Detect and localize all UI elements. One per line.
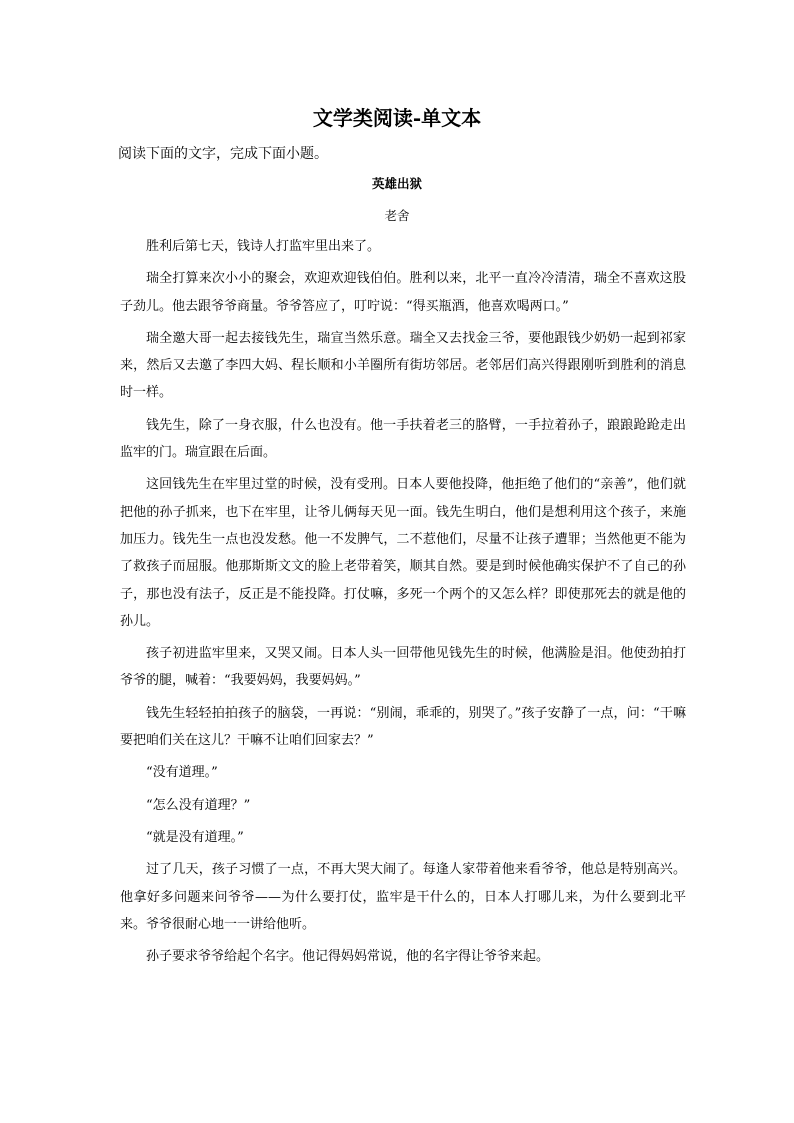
- paragraph: 这回钱先生在牢里过堂的时候，没有受刑。日本人要他投降，他拒绝了他们的“亲善”，他们就把他的孙子抓来，也下在牢里，让爷儿俩每天见一面。钱先生明白，他们是想利用这个孩子，来施加压力。钱先生一点也没发愁。他一不发脾气，二不惹他们，尽量不让孩子遭罪；当然他更不能为了救孩子而屈服。他那斯斯文文的脸上老带着笑，顺其自然。要是到时候他确实保护不了自己的孙子，那也没有法子，反正是不能投降。打仗嘛，多死一个两个的又怎么样？即使那死去的就是他的孙儿。: [120, 477, 686, 629]
- dialogue-line: “怎么没有道理？”: [146, 797, 251, 813]
- paragraph: 瑞全打算来次小小的聚会，欢迎欢迎钱伯伯。胜利以来，北平一直冷冷清清，瑞全不喜欢这股子劲儿。他去跟爷爷商量。爷爷答应了，叮咛说：“得买瓶酒，他喜欢喝两口。”: [120, 271, 686, 314]
- document-title: 文学类阅读-单文本: [312, 106, 482, 130]
- paragraph: 瑞全邀大哥一起去接钱先生，瑞宣当然乐意。瑞全又去找金三爷，要他跟钱少奶奶一起到祁家来，然后又去邀了李四大妈、程长顺和小羊圈所有街坊邻居。老邻居们高兴得跟刚听到胜利的消息时一样。: [120, 330, 686, 401]
- paragraph: 过了几天，孩子习惯了一点，不再大哭大闹了。每逢人家带着他来看爷爷，他总是特别高兴。他拿好多问题来问爷爷——为什么要打仗，监牢是干什么的，日本人打哪儿来，为什么要到北平来。爷爷很耐心地一一讲给他听。: [120, 862, 686, 932]
- story-title: 英雄出狱: [371, 176, 422, 191]
- story-author: 老舍: [384, 208, 410, 223]
- reading-instruction: 阅读下面的文字，完成下面小题。: [118, 146, 328, 162]
- paragraph: 钱先生，除了一身衣服，什么也没有。他一手扶着老三的胳臂，一手拉着孙子，踉踉跄跄走出监牢的门。瑞宣跟在后面。: [120, 417, 686, 461]
- paragraph: 孙子要求爷爷给起个名字。他记得妈妈常说，他的名字得让爷爷来起。: [146, 949, 550, 965]
- story-body: [120, 233, 686, 975]
- dialogue-line: “就是没有道理。”: [146, 829, 244, 845]
- paragraph: 孩子初进监牢里来，又哭又闹。日本人头一回带他见钱先生的时候，他满脸是泪。他使劲拍打爷爷的腿，喊着：“我要妈妈，我要妈妈。”: [120, 646, 686, 689]
- paragraph: 胜利后第七天，钱诗人打监牢里出来了。: [146, 239, 381, 254]
- dialogue-line: “没有道理。”: [146, 765, 218, 781]
- paragraph: 钱先生轻轻拍拍孩子的脑袋，一再说：“别闹，乖乖的，别哭了。”孩子安静了一点，问：“干嘛要把咱们关在这儿？干嘛不让咱们回家去？”: [120, 705, 686, 749]
